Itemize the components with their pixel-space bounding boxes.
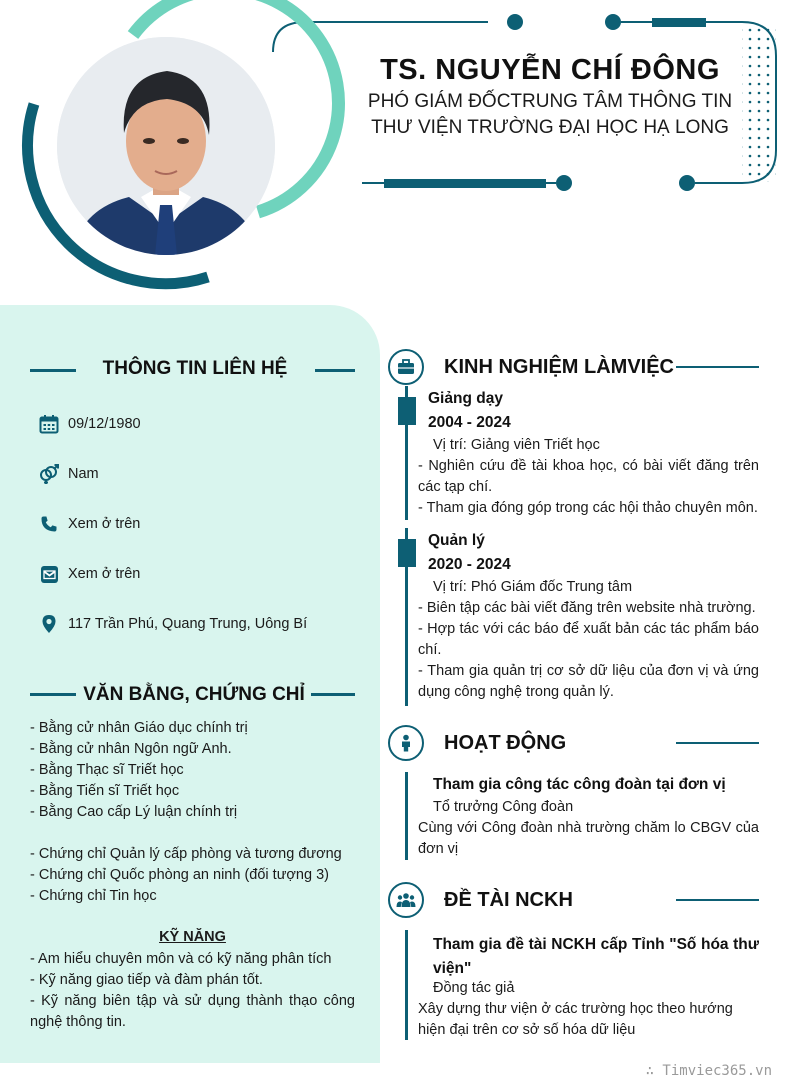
birthday-text: 09/12/1980 (68, 416, 141, 432)
divider-line (311, 693, 355, 696)
gender-text: Nam (68, 466, 99, 482)
avatar (57, 37, 275, 255)
divider-line (676, 899, 759, 901)
job-bullet: - Tham gia quản trị cơ sở dữ liệu của đơn vị và ứng dụng công nghệ trong quản lý. (418, 663, 759, 700)
timeline-line (405, 772, 408, 860)
job-role: Vị trí: Giảng viên Triết học (433, 437, 600, 453)
contact-address (38, 613, 307, 635)
email-text: Xem ở trên (68, 566, 141, 582)
degree-item: - Bằng cử nhân Giáo dục chính trị (30, 720, 248, 736)
candidate-name: TS. NGUYỄN CHÍ ĐÔNG (380, 54, 720, 86)
contact-phone (38, 513, 140, 535)
job-bullet: - Nghiên cứu đề tài khoa học, có bài viết đăng trên các tạp chí. (418, 458, 759, 495)
address-text: 117 Trần Phú, Quang Trung, Uông Bí (68, 616, 308, 632)
divider-line (676, 742, 759, 744)
briefcase-icon (388, 349, 424, 385)
degree-item: - Bằng Tiến sĩ Triết học (30, 783, 180, 799)
email-icon (38, 563, 60, 585)
timeline-line (405, 930, 408, 1040)
group-icon (388, 882, 424, 918)
degree-item: - Bằng Thạc sĩ Triết học (30, 762, 184, 778)
avatar-portrait (57, 37, 275, 255)
activity-title: Tham gia công tác công đoàn tại đơn vị (433, 776, 726, 793)
certificate-item: - Chứng chỉ Tin học (30, 888, 157, 904)
divider-line (676, 366, 759, 368)
divider-line (315, 369, 355, 372)
job-bullet: - Hợp tác với các báo để xuất bản các tác phẩm báo chí. (418, 621, 759, 658)
timeline-marker (398, 539, 416, 567)
person-icon (388, 725, 424, 761)
watermark: ∴ Timviec365.vn (645, 1063, 772, 1079)
research-role: Đồng tác giả (433, 980, 515, 996)
contact-gender (38, 463, 99, 485)
timeline-marker (398, 397, 416, 425)
job-period: 2004 - 2024 (428, 414, 511, 431)
gender-icon (38, 463, 60, 485)
degree-item: - Bằng cử nhân Ngôn ngữ Anh. (30, 741, 232, 757)
certificate-item: - Chứng chỉ Quản lý cấp phòng và tương đương (30, 846, 342, 862)
activity-role: Tổ trưởng Công đoàn (433, 799, 574, 815)
position-line-2: THƯ VIỆN TRƯỜNG ĐẠI HỌC HẠ LONG (371, 117, 729, 138)
job-title: Giảng dạy (428, 390, 503, 407)
contact-birthday (38, 413, 141, 435)
watermark-text: Timviec365.vn (662, 1063, 772, 1079)
phone-icon (38, 513, 60, 535)
position-line-1: PHÓ GIÁM ĐỐCTRUNG TÂM THÔNG TIN (367, 91, 733, 112)
job-title: Quản lý (428, 532, 485, 549)
job-period: 2020 - 2024 (428, 556, 511, 573)
phone-text: Xem ở trên (68, 516, 141, 532)
calendar-icon (38, 413, 60, 435)
certificates-section-title: VĂN BẰNG, CHỨNG CHỈ (83, 684, 305, 705)
experience-section-title: KINH NGHIỆM LÀMVIỆC (444, 356, 674, 378)
degree-item: - Bằng Cao cấp Lý luận chính trị (30, 804, 238, 820)
research-desc: Xây dựng thư viện ở các trường học theo hướng hiện đại trên cơ sở số hóa dữ liệu (418, 1001, 733, 1038)
activities-section-title: HOẠT ĐỘNG (444, 732, 567, 754)
contact-section-title: THÔNG TIN LIÊN HỆ (102, 358, 288, 379)
skill-item: - Kỹ năng giao tiếp và đàm phán tốt. (30, 972, 263, 988)
divider-line (30, 693, 76, 696)
research-section-title: ĐỀ TÀI NCKH (444, 889, 573, 911)
skill-item: - Am hiểu chuyên môn và có kỹ năng phân tích (30, 951, 332, 967)
certificate-item: - Chứng chỉ Quốc phòng an ninh (đối tượng 3) (30, 867, 329, 883)
job-bullet: - Tham gia đóng góp trong các hội thảo chuyên môn. (418, 500, 758, 516)
contact-email (38, 563, 140, 585)
location-pin-icon (38, 613, 60, 635)
skills-title: KỸ NĂNG (159, 929, 226, 945)
skill-item: - Kỹ năng biên tập và sử dụng thành thạo công nghệ thông tin. (30, 993, 355, 1030)
activity-desc: Cùng với Công đoàn nhà trường chăm lo CBGV của đơn vị (418, 820, 759, 857)
job-bullet: - Biên tập các bài viết đăng trên website nhà trường. (418, 600, 756, 616)
research-title: Tham gia đề tài NCKH cấp Tỉnh "Số hóa thư viện" (433, 936, 759, 977)
divider-line (30, 369, 76, 372)
job-role: Vị trí: Phó Giám đốc Trung tâm (433, 579, 633, 595)
